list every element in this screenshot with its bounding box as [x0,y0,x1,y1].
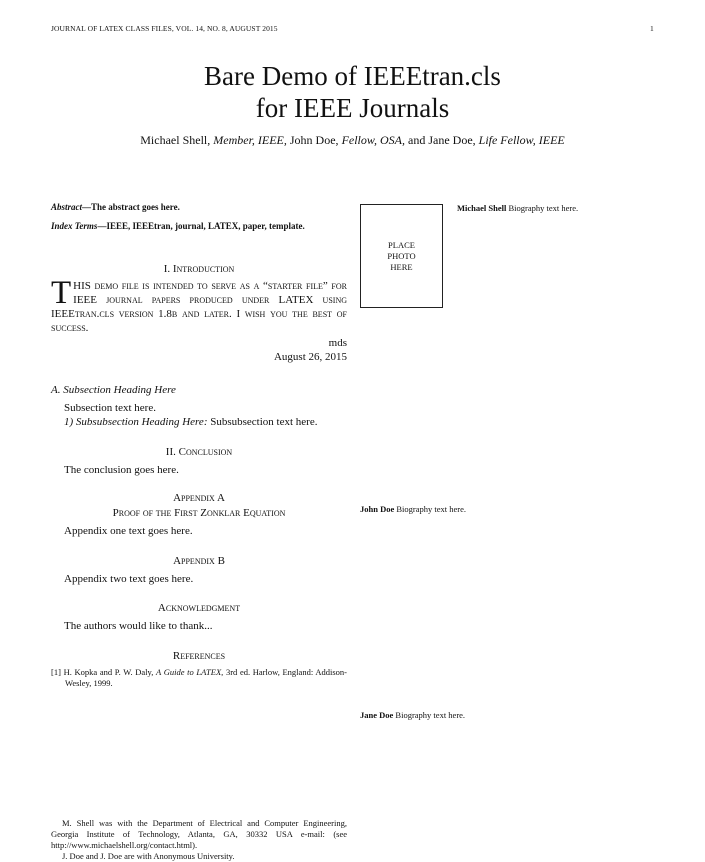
appendix-b-heading: Appendix B [173,555,225,567]
appendix-a-heading: Appendix A [173,492,225,504]
bio-text: Biography text here. [506,203,579,213]
index-terms-label: Index Terms [51,221,98,231]
author-3-name: and Jane Doe, [405,133,479,147]
bio-text: Biography text here. [393,710,466,720]
bio-name: John Doe [360,504,395,514]
acknowledgment-heading: Acknowledgment [157,602,241,614]
references-heading: References [172,650,226,662]
subsection-heading [51,383,347,397]
photo-placeholder [360,204,443,308]
dropcap: T [51,275,72,311]
reference-authors: H. Kopka and P. W. Daly, [63,667,157,677]
appendix-a-text: Appendix one text goes here. [64,525,193,537]
bio-name: Michael Shell [457,203,507,213]
abstract [51,202,347,212]
introduction-heading: I. Introduction [163,263,235,275]
reference-item [51,667,347,689]
appendix-a-subtitle: Proof of the First Zonklar Equation [112,507,286,519]
conclusion-text: The conclusion goes here. [64,464,179,476]
index-terms [51,221,347,233]
page-number: 1 [650,24,654,33]
signature: mds [328,337,347,349]
bio-text: Biography text here. [394,504,467,514]
date: August 26, 2015 [273,351,347,363]
footnote-1: M. Shell was with the Department of Electrical and Computer Engineering, Georgia Institute of Technology, Atlanta, GA, 30332 USA e-mail: (see http://www.michaelshell.org/contact.html). [51,818,347,850]
conclusion-heading: II. Conclusion [165,446,233,458]
bio-name: Jane Doe [360,710,394,720]
author-1-role: Member, IEEE, [213,133,287,147]
subsubsection-heading: 1) Subsubsection Heading Here: [64,416,208,428]
reference-title: A Guide to LATEX [156,667,222,677]
abstract-text: —The abstract goes here. [82,202,180,212]
introduction-text: HIS demo file is intended to serve as a “starter file” for IEEE journal papers produced under LATEX using IEEEtran.cls version 1.8b and later. I wish you the best of success. [51,280,347,334]
index-terms-text: —IEEE, IEEEtran, journal, LATEX, paper, template. [97,221,305,231]
introduction-body [51,275,347,335]
running-head: JOURNAL OF LATEX CLASS FILES, VOL. 14, NO. 8, AUGUST 2015 [51,24,278,33]
photo-placeholder-text: PLACE PHOTO HERE [387,239,416,272]
title-line-1: Bare Demo of IEEEtran.cls [204,61,501,91]
author-1-name: Michael Shell, [140,133,214,147]
subsubsection [51,415,360,429]
appendix-b-text: Appendix two text goes here. [64,573,194,585]
bio-john-doe [360,504,466,514]
author-3-role: Life Fellow, IEEE [478,133,565,147]
bio-jane-doe [360,710,465,720]
title-line-2: for IEEE Journals [255,93,450,123]
paper-title [0,60,705,124]
abstract-label: Abstract [51,202,83,212]
subsection-heading-text: A. Subsection Heading Here [51,384,176,396]
author-2-name: John Doe, [286,133,342,147]
bio-michael-shell [457,203,578,213]
subsubsection-text: Subsubsection text here. [207,416,318,428]
author-2-role: Fellow, OSA, [341,133,405,147]
subsection-text: Subsection text here. [64,402,156,414]
reference-rest: , 3rd ed. Harlow, England: Addison-Wesley, 1999. [65,667,348,688]
acknowledgment-text: The authors would like to thank... [64,620,213,632]
footnote-2: J. Doe and J. Doe are with Anonymous University. [62,851,235,861]
author-list [0,133,705,148]
reference-number: [1] [51,667,61,677]
